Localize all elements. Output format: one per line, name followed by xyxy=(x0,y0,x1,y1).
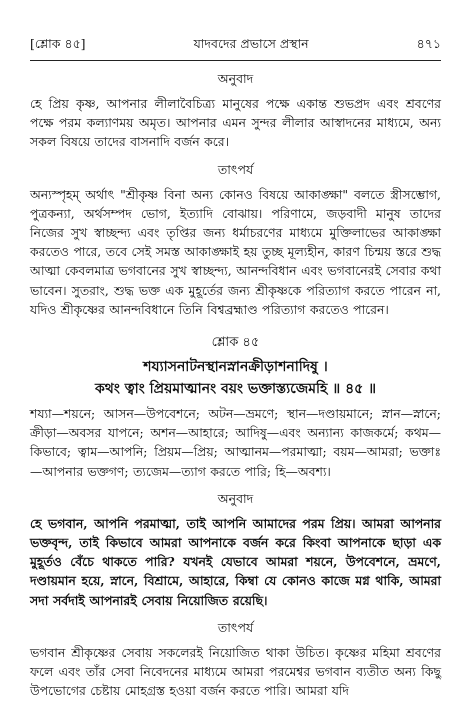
translation-text-1: হে প্রিয় কৃষ্ণ, আপনার লীলাবৈচিত্র্য মানুষের পক্ষে একান্ত শুভপ্রদ এবং শ্রবণের পক্ষে পরম কল্যাণময় অমৃত। আপনার এমন সুন্দর লীলার আস্বাদনের মাধ্যমে, অন্য সকল বিষয়ে তাদের বাসনাদি বর্জন করে। xyxy=(30,96,441,150)
running-header xyxy=(30,36,441,61)
translation-heading-1: অনুবাদ xyxy=(217,71,254,86)
header-verse-ref: [শ্লোক ৪৫] xyxy=(30,36,86,51)
translation-text-2: হে ভগবান, আপনি পরমাত্মা, তাই আপনি আমাদের পরম প্রিয়। আমরা আপনার ভক্তবৃন্দ, তাই কিভাবে আমরা আপনাকে বর্জন করে কিংবা আপনাকে ছাড়া এক মুহূর্তও বেঁচে থাকতে পারি? যখনই যেভাবে আমরা শয়নে, উপবেশনে, ভ্রমণে, দণ্ডায়মান হয়ে, স্নানে, বিশ্রামে, আহারে, কিম্বা যে কোনও কাজে মগ্ন থাকি, আমরা সদা সর্বদাই আপনারই সেবায় নিয়োজিত রয়েছি। xyxy=(30,515,441,608)
purport-text-2: ভগবান শ্রীকৃষ্ণের সেবায় সকলেরই নিয়োজিত থাকা উচিত। কৃষ্ণের মহিমা শ্রবণের ফলে এবং তাঁর সেবা নিবেদনের মাধ্যমে আমরা পরমেশ্বর ভগবান ব্যতীত অন্য কিছু উপভোগের চেষ্টায় মোহগ্রস্ত হওয়া বর্জন করতে পারি। আমরা যদি xyxy=(30,644,441,699)
purport-text-1: অন্যস্পৃহম্ অর্থাৎ "শ্রীকৃষ্ণ বিনা অন্য কোনও বিষয়ে আকাঙ্ক্ষা" বলতে স্ত্রীসম্ভোগ, পুত্রকন্যা, অর্থসম্পদ ভোগ, ইত্যাদি বোঝায়। পরিণামে, জড়বাদী মানুষ তাদের নিজের সুখ স্বাচ্ছন্দ্য এবং তৃপ্তির জন্য ধর্মাচরণের মাধ্যমে মুক্তিলাভের আকাঙ্ক্ষা করতেও পারে, তবে সেই সমস্ত আকাঙ্ক্ষাই হয় তুচ্ছ মূল্যহীন, কারণ চিন্ময় স্তরে শুদ্ধ আত্মা কেবলমাত্র ভগবানের সুখ স্বাচ্ছন্দ্য, আনন্দবিধান এবং ভগবানেরই সেবার কথা ভাবেন। সুতরাং, শুদ্ধ ভক্ত এক মুহূর্তের জন্য শ্রীকৃষ্ণকে পরিত্যাগ করতে পারেন না, যদিও শ্রীকৃষ্ণের আনন্দবিধানে তিনি বিশ্বব্রহ্মাণ্ড পরিত্যাগ করতেও পারেন। xyxy=(30,186,441,317)
header-page-number: ৪৭১ xyxy=(416,36,441,51)
header-chapter-title: যাদবদের প্রভাসে প্রস্থান xyxy=(193,36,309,51)
verse-title: শ্লোক ৪৫ xyxy=(211,335,260,351)
purport-heading-1: তাৎপর্য xyxy=(217,161,254,177)
purport-heading-2: তাৎপর্য xyxy=(217,619,254,635)
verse-line-2: কথং ত্বাং প্রিয়মাত্মানং বয়ং ভক্তাস্ত্যজেমহি ॥ ৪৫ ॥ xyxy=(94,381,377,398)
synonyms-text: শয্যা—শয়নে; আসন—উপবেশনে; অটন—ভ্রমণে; স্থান—দণ্ডায়মানে; স্নান—স্নানে; ক্রীড়া—অবসর যাপনে; অশন—আহারে; আদিষু—এবং অন্যান্য কাজকর্মে; কথম—কিভাবে; ত্বাম—আপনি; প্রিয়ম—প্রিয়; আত্মানম—পরমাত্মা; বয়ম—আমরা; ভক্তাঃ—আপনার ভক্তগণ; ত্যজেম—ত্যাগ করতে পারি; হি—অবশ্য। xyxy=(30,406,441,479)
translation-heading-2: অনুবাদ xyxy=(217,490,254,506)
verse-line-1: শয্যাসনাটনস্থানস্নানক্রীড়াশনাদিষু । xyxy=(143,359,328,376)
